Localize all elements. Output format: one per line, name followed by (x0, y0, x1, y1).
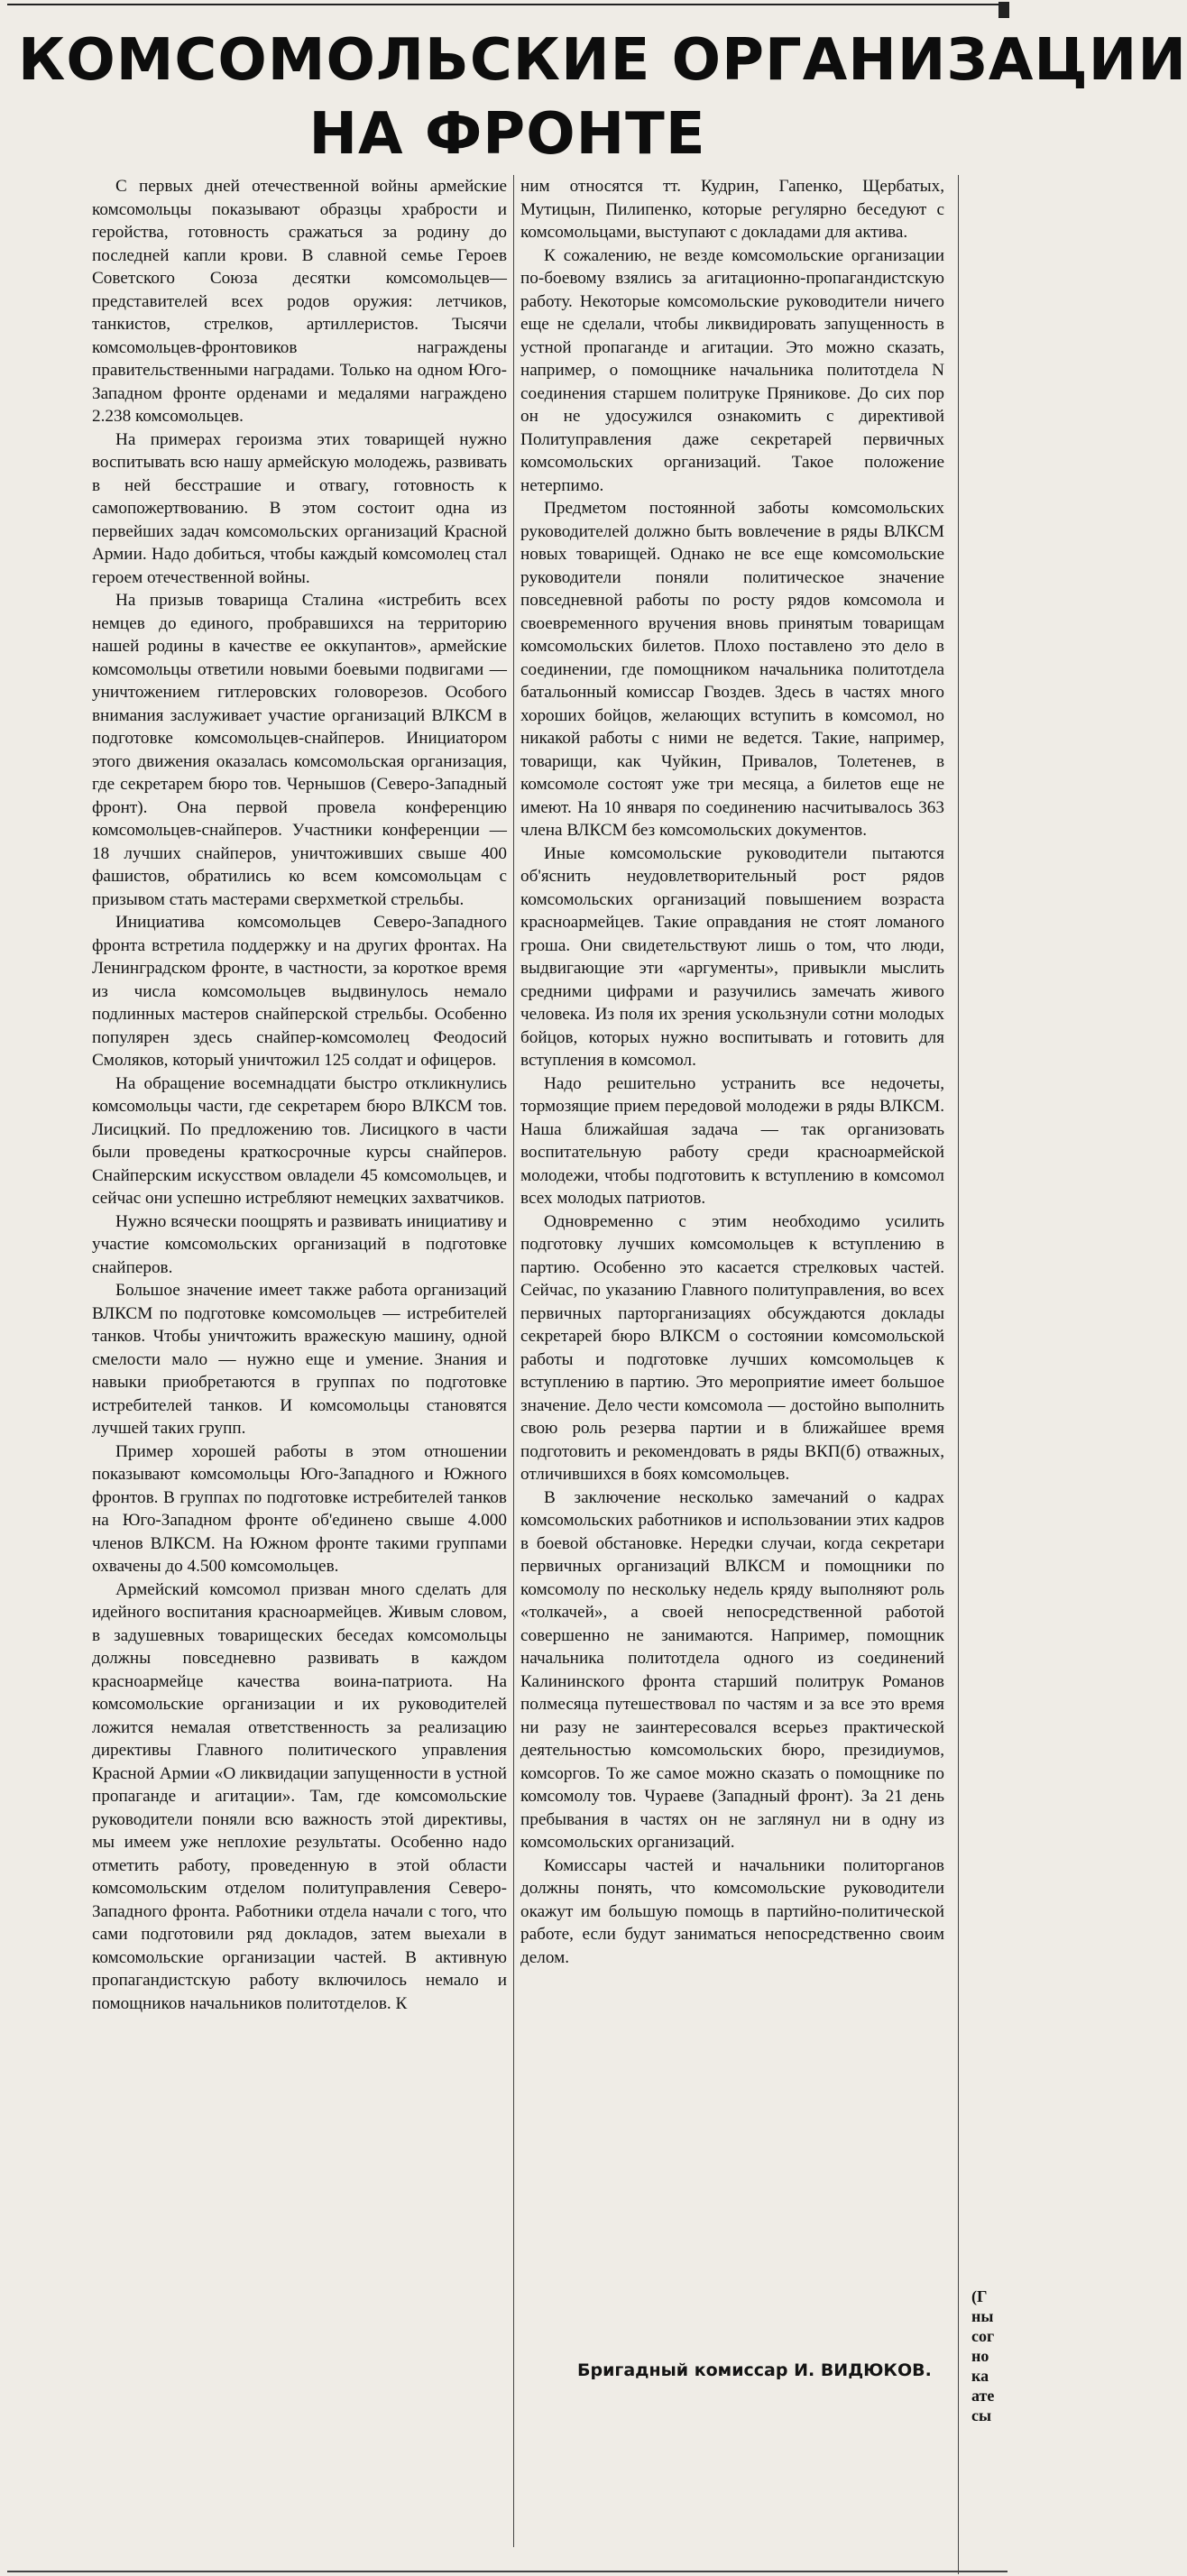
paragraph: В заключение несколько замечаний о кадрах комсомольских работников и использовании этих кадров в боевой обстановке. Нередки случаи, когда секретари первичных организаций ВЛКСМ и помощники по комсомолу по нескольку недель кряду выполняют роль «толкачей», а своей непосредственной работой совершенно не занимаются. Например, помощник начальника политотдела одного из соединений Калининского фронта старший политрук Романов полмесяца путешествовал по частям и за все это время ни разу не заинтересовался всерьез практической деятельностью комсомольских бюро, президиумов, комсоргов. То же самое можно сказать о помощнике по комсомолу тов. Чураеве (Западный фронт). За 21 день пребывания в частях он не заглянул ни в одну из комсомольских организаций. (520, 1487, 944, 1852)
paragraph: На обращение восемнадцати быстро откликнулись комсомольцы части, где секретарем бюро ВЛКСМ тов. Лисицкий. По предложению тов. Лисицкого в части были проведены краткосрочные курсы снайперов. Снайперским искусством овладели 45 комсомольцев, и сейчас они успешно истребляют немецких захватчиков. (92, 1073, 507, 1208)
paragraph: Большое значение имеет также работа организаций ВЛКСМ по подготовке комсомольцев — истребителей танков. Чтобы уничтожить вражескую машину, одной смелости мало — нужно еще и умение. Знания и навыки приобретаются в группах по подготовке истребителей танков. И комсомольцы становятся лучшей таких групп. (92, 1281, 507, 1438)
paragraph: На примерах героизма этих товарищей нужно воспитывать всю нашу армейскую молодежь, развивать в ней бесстрашие и отвагу, готовность к самопожертвованию. В этом состоит одна из первейших задач комсомольских организаций Красной Армии. Надо добиться, чтобы каждый комсомолец стал героем отечественной войны. (92, 429, 507, 587)
adjacent-column-fragment: (Г ны сог но ка ате сы (971, 2287, 995, 2424)
paragraph: Пример хорошей работы в этом отношении показывают комсомольцы Юго-Западного и Южного фронтов. В группах по подготовке истребителей танков на Юго-Западном фронте об'единено свыше 4.000 членов ВЛКСМ. На Южном фронте такими группами охвачены до 4.500 комсомольцев. (92, 1441, 507, 1576)
paragraph: С первых дней отечественной войны армейские комсомольцы показывают образцы храбрости и геройства, готовность сражаться за родину до последней капли крови. В славной семье Героев Советского Союза десятки комсомольцев—представителей всех родов оружия: летчиков, танкистов, стрелков, артиллеристов. Тысячи комсомольцев-фронтовиков награждены правительственными наградами. Только на одном Юго-Западном фронте орденами и медалями награждено 2.238 комсомольцев. (92, 177, 507, 426)
column-divider (513, 175, 514, 2547)
paragraph: Нужно всячески поощрять и развивать инициативу и участие комсомольских организаций в подготовке снайперов. (92, 1211, 507, 1277)
paragraph: Одновременно с этим необходимо усилить подготовку лучших комсомольцев к вступлению в партию. Особенно это касается стрелковых частей. Сейчас, по указанию Главного политуправления, во всех первичных парторганизациях обсуждаются доклады секретарей бюро ВЛКСМ о состоянии комсомольской работы и подготовке лучших комсомольцев к вступлению в партию. Это мероприятие имеет большое значение. Дело чести комсомола — достойно выполнить свою роль резерва партии и в ближайшее время подготовить и рекомендовать в ряды ВКП(б) отважных, отличившихся в боях комсомольцев. (520, 1211, 944, 1484)
headline-line-1: КОМСОМОЛЬСКИЕ ОРГАНИЗАЦИИ (18, 27, 1187, 94)
paragraph: Комиссары частей и начальники политорганов должны понять, что комсомольские руководители окажут им большую помощь в партийно-политической работе, если будут заниматься непосредственно своим делом. (520, 1855, 944, 1967)
paragraph: Инициатива комсомольцев Северо-Западного фронта встретила поддержку и на других фронтах. На Ленинградском фронте, в частности, за короткое время из числа комсомольцев выдвинулось немало подлинных мастеров снайперской стрельбы. Особенно популярен здесь снайпер-комсомолец Феодосий Смоляков, который уничтожил 125 солдат и офицеров. (92, 913, 507, 1070)
paragraph: Иные комсомольские руководители пытаются об'яснить неудовлетворительный рост рядов комсомольских организаций повышением возраста красноармейцев. Такие оправдания не стоят ломаного гроша. Они свидетельствуют лишь о том, что люди, выдвигающие эти «аргументы», привыкли мыслить средними цифрами и разучились замечать живого человека. Из поля их зрения ускользнули сотни молодых бойцов, которых нужно воспитывать и готовить для вступления в комсомол. (520, 843, 944, 1070)
paragraph: Армейский комсомол призван много сделать для идейного воспитания красноармейцев. Живым словом, в задушевных товарищеских беседах комсомольцы должны повседневно развивать в каждом красноармейце качества воина-патриота. На комсомольские организации и их руководителей ложится немалая ответственность за реализацию директивы Главного политического управления Красной Армии «О ликвидации запущенности в устной пропаганде и агитации». Там, где комсомольские руководители поняли всю важность этой директивы, мы имеем уже неплохие результаты. Особенно надо отметить работу, проведенную в этой области комсомольским отделом политуправления Северо-Западного фронта. Работники отдела начали с того, что сами подготовили ряд докладов, затем выехали в комсомольские организации частей. В активную пропагандистскую работу включилось немало и помощников начальников политотделов. К (92, 1579, 507, 2013)
article-column-1 (92, 175, 507, 2376)
paragraph: На призыв товарища Сталина «истребить всех немцев до единого, пробравшихся на территорию нашей родины в качестве ее оккупантов», армейские комсомольцы ответили новыми боевыми подвигами — уничтожением гитлеровских головорезов. Особого внимания заслуживает участие организаций ВЛКСМ в подготовке комсомольцев-снайперов. Инициатором этого движения оказалась комсомольская организация, где секретарем бюро тов. Чернышов (Северо-Западный фронт). Она первой провела конференцию комсомольцев-снайперов. Участники конференции — 18 лучших снайперов, уничтоживших свыше 400 фашистов, обратились ко всем комсомольцам с призывом стать мастерами сверхметкой стрельбы. (92, 591, 507, 909)
paragraph: Предметом постоянной заботы комсомольских руководителей должно быть вовлечение в ряды ВЛКСМ новых товарищей. Однако не все еще комсомольские руководители поняли политическое значение повседневной работы по росту рядов комсомола и своевременного вручения вновь принятым товарищам комсомольских билетов. Плохо поставлено это дело в соединении, где помощником начальника политотдела батальонный комиссар Гвоздев. Здесь в частях много хороших бойцов, желающих вступить в комсомол, но никакой работы с ними не ведется. Такие, например, товарищи, как Чуйкин, Привалов, Толетенев, в комсомоле состоят уже три месяца, а билетов еще не имеют. На 10 января по соединению насчитывалось 363 члена ВЛКСМ без комсомольских документов. (520, 499, 944, 840)
paragraph: ним относятся тт. Кудрин, Гапенко, Щербатых, Мутицын, Пилипенко, которые регулярно беседуют с комсомольцами, выступают с докладами для актива. (520, 177, 944, 242)
article-headline (18, 23, 1187, 171)
headline-line-2: НА ФРОНТЕ (308, 101, 706, 168)
author-signature: Бригадный комиссар И. ВИДЮКОВ. (577, 2360, 932, 2380)
bottom-rule (7, 2571, 1008, 2572)
paragraph: Надо решительно устранить все недочеты, тормозящие прием передовой молодежи в ряды ВЛКСМ. Наша ближайшая задача — так организовать воспитательную работу среди красноармейской молодежи, чтобы подготовить к вступлению в комсомол всех молодых патриотов. (520, 1073, 944, 1208)
column-divider (958, 175, 959, 2574)
top-rule (7, 4, 1008, 5)
article-column-2 (520, 175, 944, 2376)
paragraph: К сожалению, не везде комсомольские организации по-боевому взялись за агитационно-пропагандистскую работу. Некоторые комсомольские руководители ничего еще не сделали, чтобы ликвидировать запущенность в устной пропаганде и агитации. Это можно сказать, например, о помощнике начальника политотдела N соединения старшем политруке Пряникове. До сих пор он не удосужился ознакомить с директивой Политуправления даже секретарей первичных комсомольских организаций. Такое положение нетерпимо. (520, 245, 944, 495)
corner-mark (998, 2, 1009, 18)
